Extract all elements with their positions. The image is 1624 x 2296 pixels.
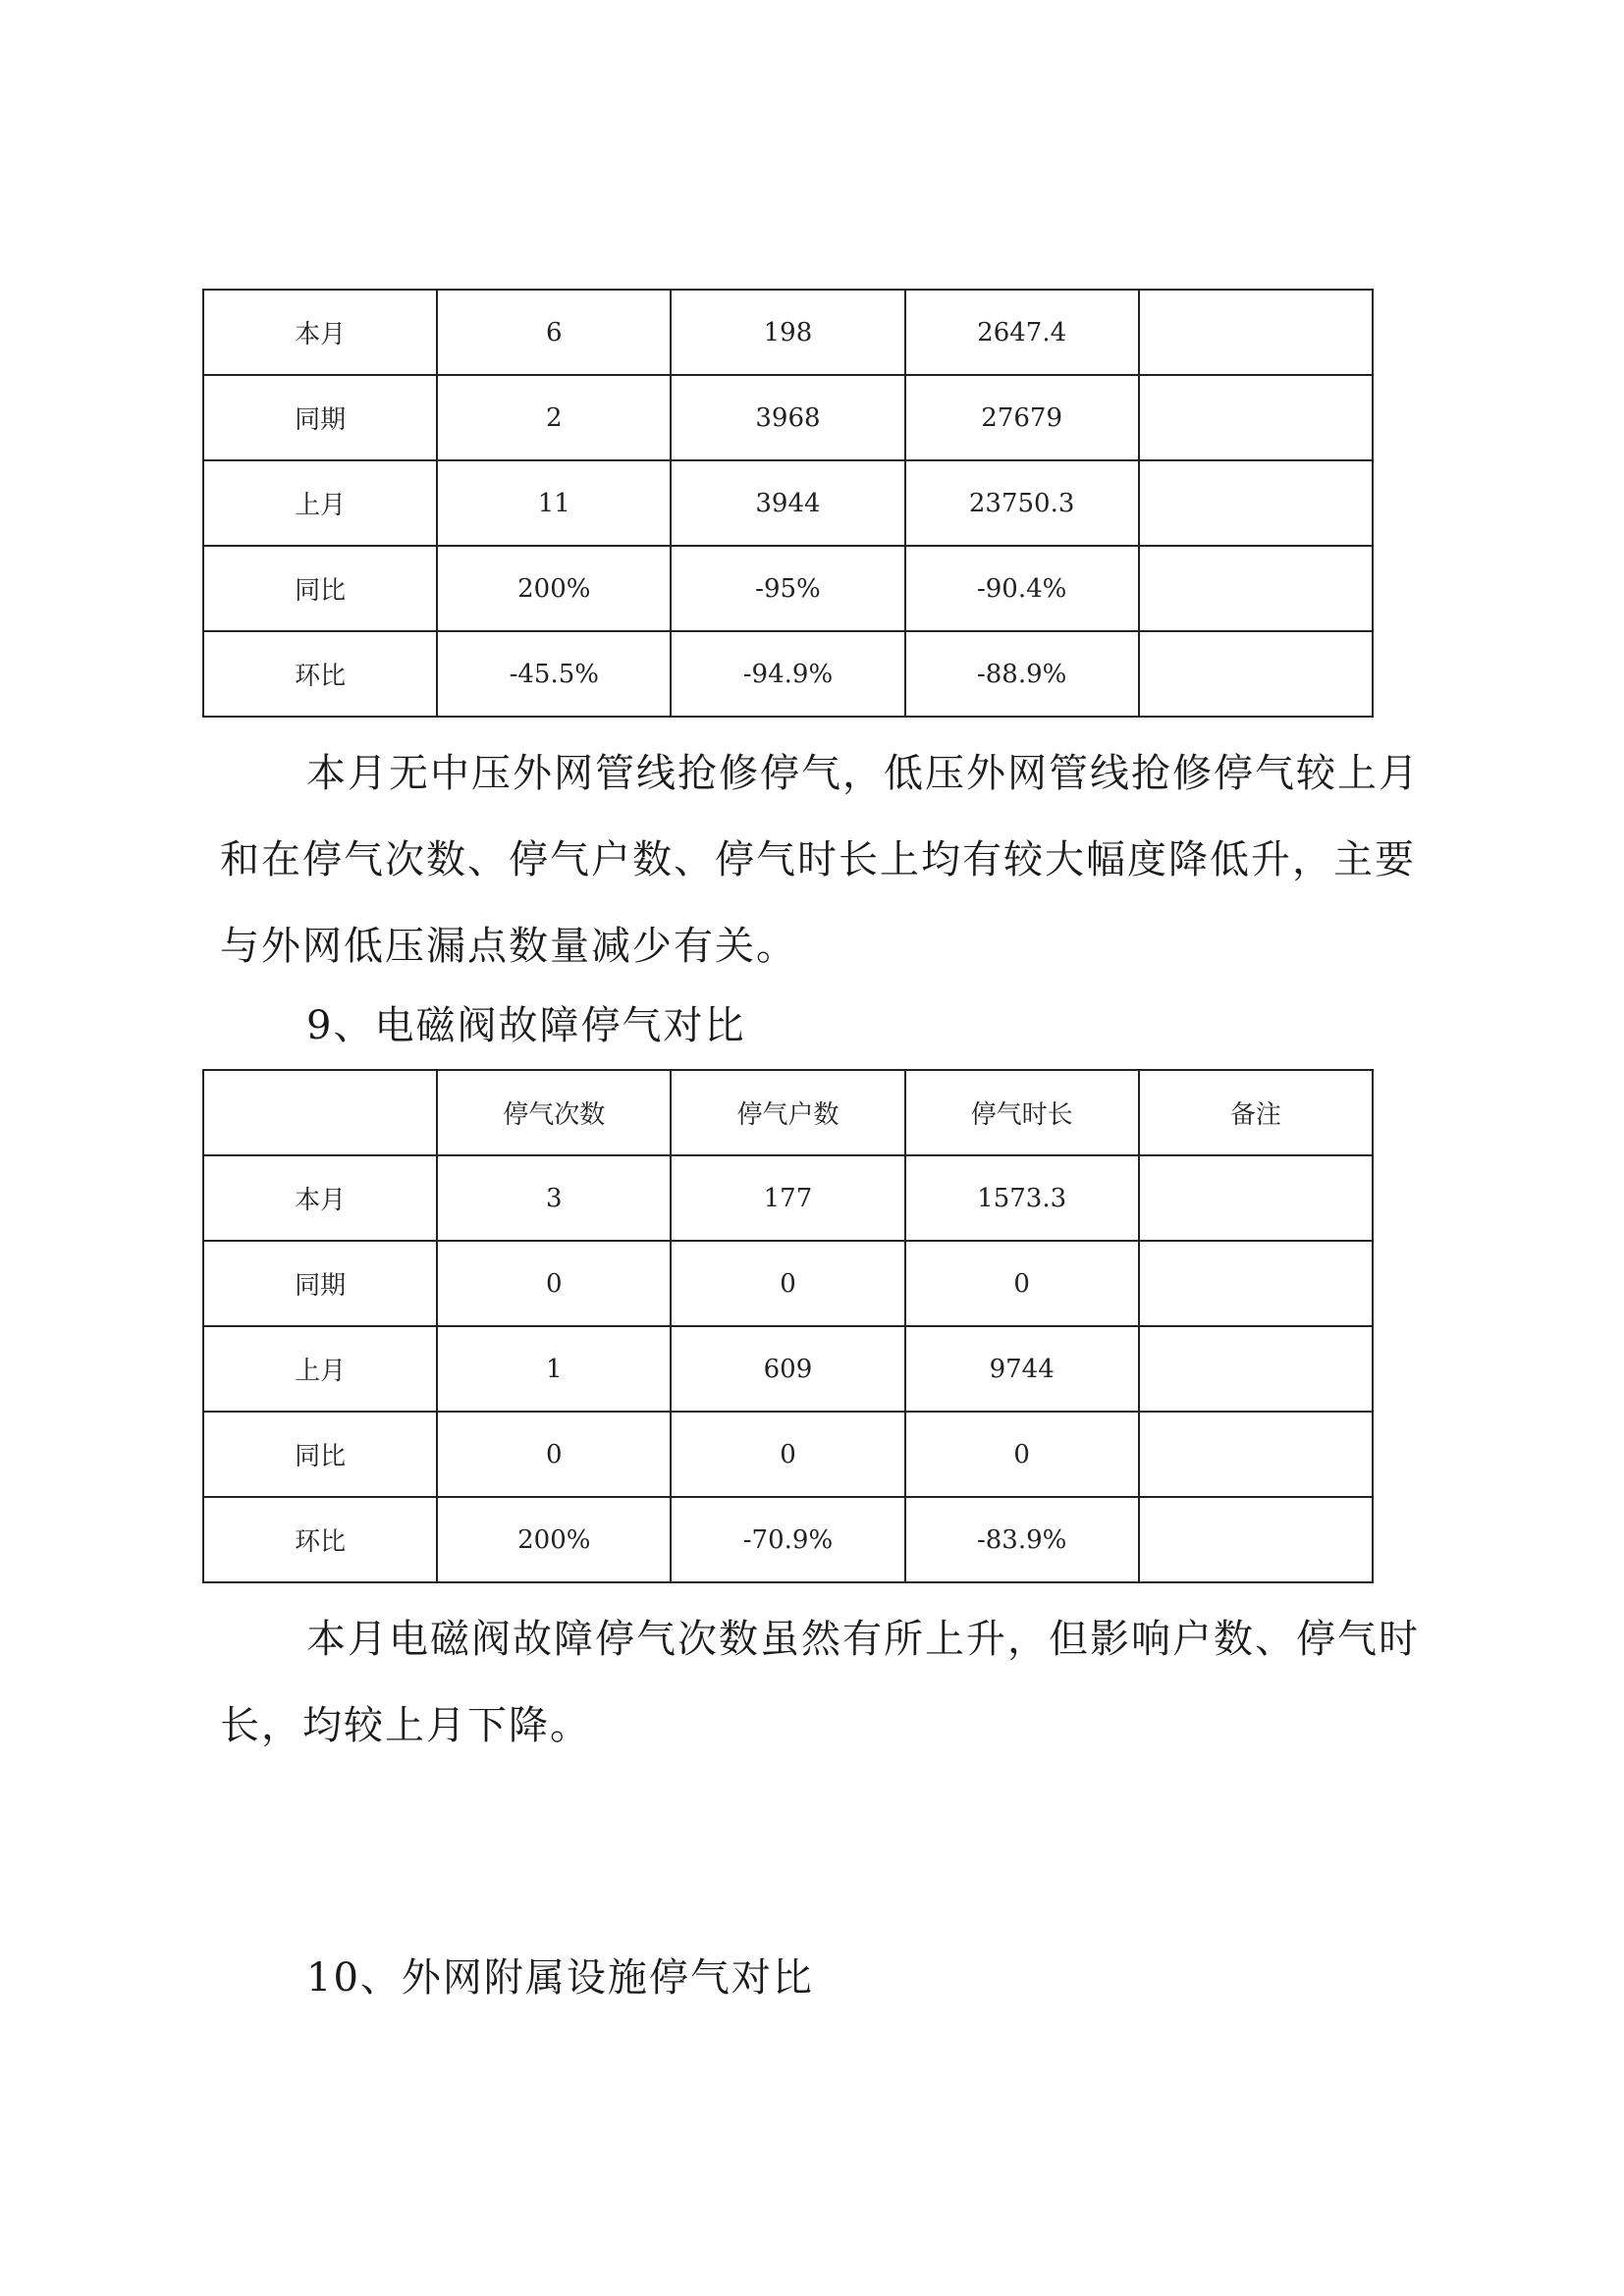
table-cell: 0 bbox=[905, 1241, 1139, 1326]
table-cell bbox=[1139, 1412, 1373, 1497]
table-cell: 27679 bbox=[905, 375, 1139, 460]
table-cell: 11 bbox=[437, 460, 671, 546]
table-cell bbox=[1139, 546, 1373, 631]
table-cell: 9744 bbox=[905, 1326, 1139, 1412]
table-cell: 同比 bbox=[203, 1412, 437, 1497]
table-cell: 0 bbox=[671, 1241, 904, 1326]
table-cell bbox=[1139, 375, 1373, 460]
table-cell bbox=[1139, 631, 1373, 717]
table-cell: 200% bbox=[437, 1497, 671, 1582]
table-cell: 3968 bbox=[671, 375, 904, 460]
table-cell: 198 bbox=[671, 290, 904, 375]
table-row bbox=[203, 290, 1373, 375]
table-cell bbox=[1139, 1155, 1373, 1241]
table-cell: -70.9% bbox=[671, 1497, 904, 1582]
table-cell: 3944 bbox=[671, 460, 904, 546]
table-cell: -83.9% bbox=[905, 1497, 1139, 1582]
table-header-row bbox=[203, 1070, 1373, 1155]
table-cell: 2 bbox=[437, 375, 671, 460]
solenoid-valve-outage-table bbox=[202, 1069, 1374, 1583]
table-cell bbox=[1139, 1326, 1373, 1412]
table-cell bbox=[1139, 460, 1373, 546]
table-cell: 2647.4 bbox=[905, 290, 1139, 375]
table-cell: 本月 bbox=[203, 290, 437, 375]
section-heading-solenoid-valve: 9、电磁阀故障停气对比 bbox=[306, 1003, 746, 1048]
table-cell: 0 bbox=[437, 1412, 671, 1497]
table-cell: 200% bbox=[437, 546, 671, 631]
table-cell: 上月 bbox=[203, 460, 437, 546]
table-cell bbox=[1139, 1497, 1373, 1582]
table-cell: 同期 bbox=[203, 1241, 437, 1326]
table-row bbox=[203, 1497, 1373, 1582]
table-cell: -94.9% bbox=[671, 631, 904, 717]
solenoid-valve-summary-paragraph: 本月电磁阀故障停气次数虽然有所上升，但影响户数、停气时长，均较上月下降。 bbox=[220, 1617, 1420, 1748]
table-row bbox=[203, 460, 1373, 546]
table-row bbox=[203, 1412, 1373, 1497]
table-row bbox=[203, 375, 1373, 460]
table-cell: 同比 bbox=[203, 546, 437, 631]
table-header-cell: 停气户数 bbox=[671, 1070, 904, 1155]
table-cell: -90.4% bbox=[905, 546, 1139, 631]
section-heading-auxiliary-facilities: 10、外网附属设施停气对比 bbox=[306, 1955, 814, 2001]
table-cell: 177 bbox=[671, 1155, 904, 1241]
table-cell: 同期 bbox=[203, 375, 437, 460]
table-cell: 上月 bbox=[203, 1326, 437, 1412]
table-cell: 0 bbox=[671, 1412, 904, 1497]
table-cell: -45.5% bbox=[437, 631, 671, 717]
table-cell: -95% bbox=[671, 546, 904, 631]
table-row bbox=[203, 1155, 1373, 1241]
pipeline-summary-paragraph: 本月无中压外网管线抢修停气，低压外网管线抢修停气较上月和在停气次数、停气户数、停气时长上均有较大幅度降低升，主要与外网低压漏点数量减少有关。 bbox=[220, 751, 1420, 969]
table-cell: 23750.3 bbox=[905, 460, 1139, 546]
table-cell: -88.9% bbox=[905, 631, 1139, 717]
table-header-cell: 备注 bbox=[1139, 1070, 1373, 1155]
table-cell: 6 bbox=[437, 290, 671, 375]
table-cell: 1573.3 bbox=[905, 1155, 1139, 1241]
table-cell bbox=[1139, 1241, 1373, 1326]
table-cell: 3 bbox=[437, 1155, 671, 1241]
table-row bbox=[203, 1241, 1373, 1326]
table-cell: 本月 bbox=[203, 1155, 437, 1241]
table-cell: 609 bbox=[671, 1326, 904, 1412]
table-cell: 0 bbox=[905, 1412, 1139, 1497]
table-row bbox=[203, 1326, 1373, 1412]
table-cell bbox=[1139, 290, 1373, 375]
pipeline-outage-table bbox=[202, 289, 1374, 718]
table-cell: 0 bbox=[437, 1241, 671, 1326]
table-header-cell: 停气次数 bbox=[437, 1070, 671, 1155]
table-header-cell: 停气时长 bbox=[905, 1070, 1139, 1155]
table-row bbox=[203, 631, 1373, 717]
table-cell: 环比 bbox=[203, 1497, 437, 1582]
table-header-cell bbox=[203, 1070, 437, 1155]
table-cell: 1 bbox=[437, 1326, 671, 1412]
table-cell: 环比 bbox=[203, 631, 437, 717]
table-row bbox=[203, 546, 1373, 631]
